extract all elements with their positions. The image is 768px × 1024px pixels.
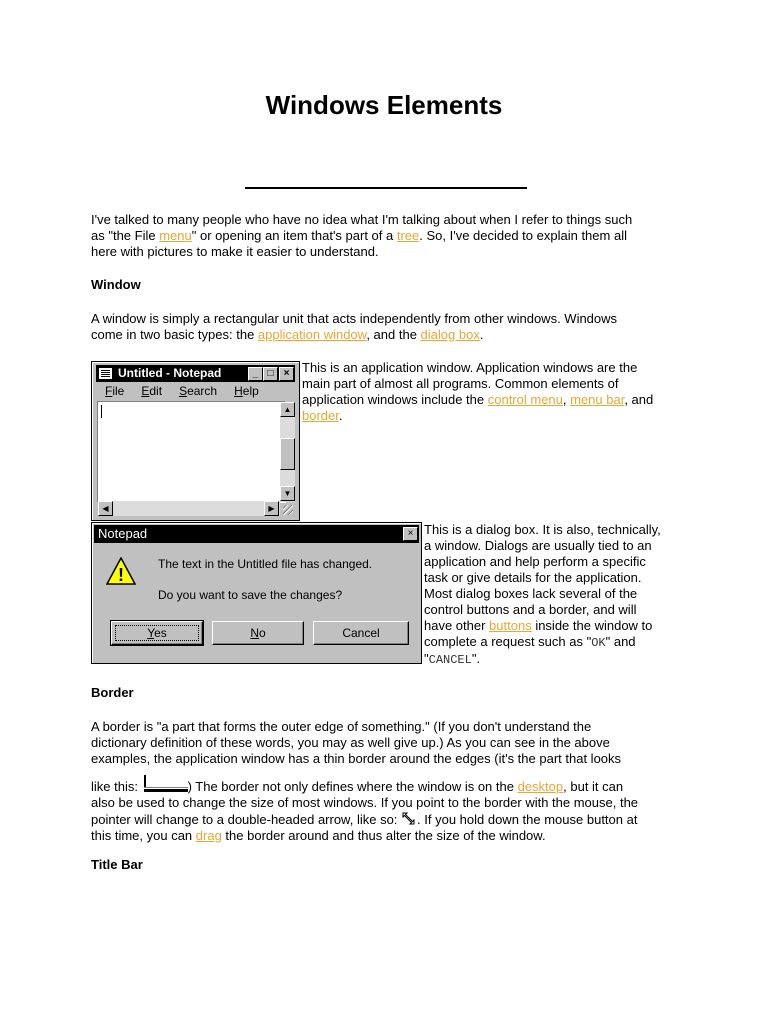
dialog-box-image [91, 522, 422, 664]
menu-file-label: ile [112, 384, 125, 398]
border-line-1: A border is "a part that forms the outer edge of something." (If you don't understand the [91, 719, 592, 734]
dlg-caption-text: " [424, 651, 429, 666]
border-line-5: also be used to change the size of most windows. If you point to the border with the mouse, the [91, 795, 639, 810]
dialog-close-icon: × [403, 527, 418, 541]
menu-search-mnemonic: S [179, 384, 188, 398]
intro-line-1: I've talked to many people who have no idea what I'm talking about when I refer to things such [91, 212, 633, 227]
dlg-caption-text: inside the window to [531, 618, 653, 633]
dlg-caption-text: ". [471, 651, 481, 666]
dialog-message-2: Do you want to save the changes? [158, 588, 343, 602]
window-text: . [479, 327, 484, 342]
no-label: o [258, 626, 266, 640]
intro-line-2 [91, 228, 632, 244]
intro-paragraph [91, 212, 632, 260]
border-text: this time, you can [91, 828, 196, 843]
menu-search-label: earch [187, 384, 218, 398]
menu-search [179, 384, 217, 398]
dlg-caption-line-4: task or give details for the application. [424, 570, 642, 585]
border-line-3: examples, the application window has a thin border around the edges (it's the part that looks [91, 751, 622, 766]
menu-bar-link[interactable]: menu bar [570, 392, 625, 407]
border-text: , but it can [563, 779, 624, 794]
ok-code: OK [591, 636, 606, 650]
scroll-up-icon: ▲ [280, 402, 295, 417]
title-bar-heading: Title Bar [91, 857, 143, 872]
border-text: pointer will change to a double-headed arrow, like so: [91, 812, 402, 827]
app-caption-line-2: main part of almost all programs. Common elements of [302, 376, 619, 391]
scroll-left-icon: ◀ [98, 501, 113, 516]
vertical-scrollbar [280, 402, 295, 502]
dlg-caption-line-1: This is a dialog box. It is also, technically, [424, 522, 661, 537]
dlg-caption-line-8 [424, 634, 661, 651]
dialog-box-link[interactable]: dialog box [420, 327, 480, 342]
scroll-right-icon: ▶ [264, 501, 279, 516]
warning-glyph: ! [118, 565, 124, 585]
border-text: the border around and thus alter the size of the window. [221, 828, 546, 843]
window-line-2 [91, 327, 617, 343]
window-paragraph [91, 311, 617, 343]
buttons-link[interactable]: buttons [489, 618, 532, 633]
menu-help-mnemonic: H [234, 384, 243, 398]
notepad-window-image [91, 361, 300, 521]
intro-line-3: here with pictures to make it easier to understand. [91, 244, 379, 259]
window-text: , and the [366, 327, 421, 342]
app-caption-text: . [338, 408, 343, 423]
intro-text: . So, I've decided to explain them all [419, 228, 627, 243]
no-mnemonic: N [250, 626, 259, 640]
border-sample-image [142, 775, 188, 793]
menu-help-label: elp [242, 384, 259, 398]
dlg-caption-text: have other [424, 618, 490, 633]
dialog-message-1: The text in the Untitled file has changed. [158, 557, 373, 571]
window-line-1: A window is simply a rectangular unit that acts independently from other windows. Windows [91, 311, 618, 326]
border-link[interactable]: border [302, 408, 339, 423]
window-text: come in two basic types: the [91, 327, 258, 342]
intro-text: as "the File [91, 228, 160, 243]
dialog-title: Notepad [98, 526, 148, 541]
maximize-icon: □ [263, 367, 278, 381]
intro-text: " or opening an item that's part of a [191, 228, 397, 243]
border-paragraph [91, 719, 638, 844]
app-caption-text: , and [624, 392, 654, 407]
scroll-down-icon: ▼ [280, 486, 295, 501]
horizontal-scrollbar [98, 501, 280, 516]
border-heading: Border [91, 685, 134, 700]
vertical-scroll-thumb [280, 438, 295, 470]
warning-icon [106, 557, 136, 585]
border-text: like this: [91, 779, 142, 794]
border-text: . If you hold down the mouse button at [417, 812, 638, 827]
notepad-title-bar [96, 365, 295, 382]
dlg-caption-line-2: a window. Dialogs are usually tied to an [424, 538, 652, 553]
minimize-icon: _ [248, 367, 263, 381]
border-line-2: dictionary definition of these words, you may as well give up.) As you can see in the above [91, 735, 610, 750]
yes-button [111, 621, 203, 645]
border-line-4 [91, 775, 638, 795]
dlg-caption-line-3: application and help perform a specific [424, 554, 646, 569]
app-caption-line-4 [302, 408, 653, 424]
app-caption-text: , [562, 392, 571, 407]
notepad-menu-bar [96, 382, 267, 400]
menu-edit-label: dit [149, 384, 163, 398]
cancel-button: Cancel [313, 621, 409, 645]
menu-help [234, 384, 259, 398]
notepad-title: Untitled - Notepad [118, 366, 222, 380]
border-line-7 [91, 828, 638, 844]
application-window-caption [302, 360, 653, 424]
dlg-caption-line-5: Most dialog boxes lack several of the [424, 586, 638, 601]
close-icon: × [279, 367, 294, 381]
notepad-text-area [97, 401, 286, 503]
menu-edit-mnemonic: E [141, 384, 150, 398]
dlg-caption-text: " and [605, 634, 636, 649]
border-line-6 [91, 811, 638, 828]
resize-grip-icon [280, 502, 295, 517]
dialog-title-bar [94, 525, 419, 543]
yes-label: es [154, 626, 167, 640]
app-caption-line-1: This is an application window. Application windows are the [302, 360, 638, 375]
menu-link[interactable]: menu [159, 228, 192, 243]
cancel-code: CANCEL [428, 653, 472, 667]
control-menu-link[interactable]: control menu [487, 392, 563, 407]
control-menu-icon [99, 368, 112, 379]
tree-link[interactable]: tree [396, 228, 420, 243]
yes-mnemonic: Y [147, 626, 155, 640]
menu-file [105, 384, 124, 398]
page-title: Windows Elements [265, 90, 503, 120]
menu-file-mnemonic: F [105, 384, 113, 398]
desktop-link[interactable]: desktop [517, 779, 564, 794]
dlg-caption-line-9 [424, 651, 661, 668]
dlg-caption-line-7 [424, 618, 661, 634]
window-heading: Window [91, 277, 141, 292]
app-caption-line-3 [302, 392, 653, 408]
drag-link[interactable]: drag [195, 828, 222, 843]
title-divider [245, 187, 527, 189]
dlg-caption-text: complete a request such as " [424, 634, 592, 649]
resize-cursor-icon [401, 811, 417, 825]
dlg-caption-line-6: control buttons and a border, and will [424, 602, 637, 617]
border-text: ) The border not only defines where the window is on the [187, 779, 518, 794]
app-caption-text: application windows include the [302, 392, 488, 407]
application-window-link[interactable]: application window [257, 327, 367, 342]
no-button [212, 621, 304, 645]
dialog-box-caption [424, 522, 661, 668]
menu-edit [141, 384, 162, 398]
text-caret [101, 405, 102, 418]
